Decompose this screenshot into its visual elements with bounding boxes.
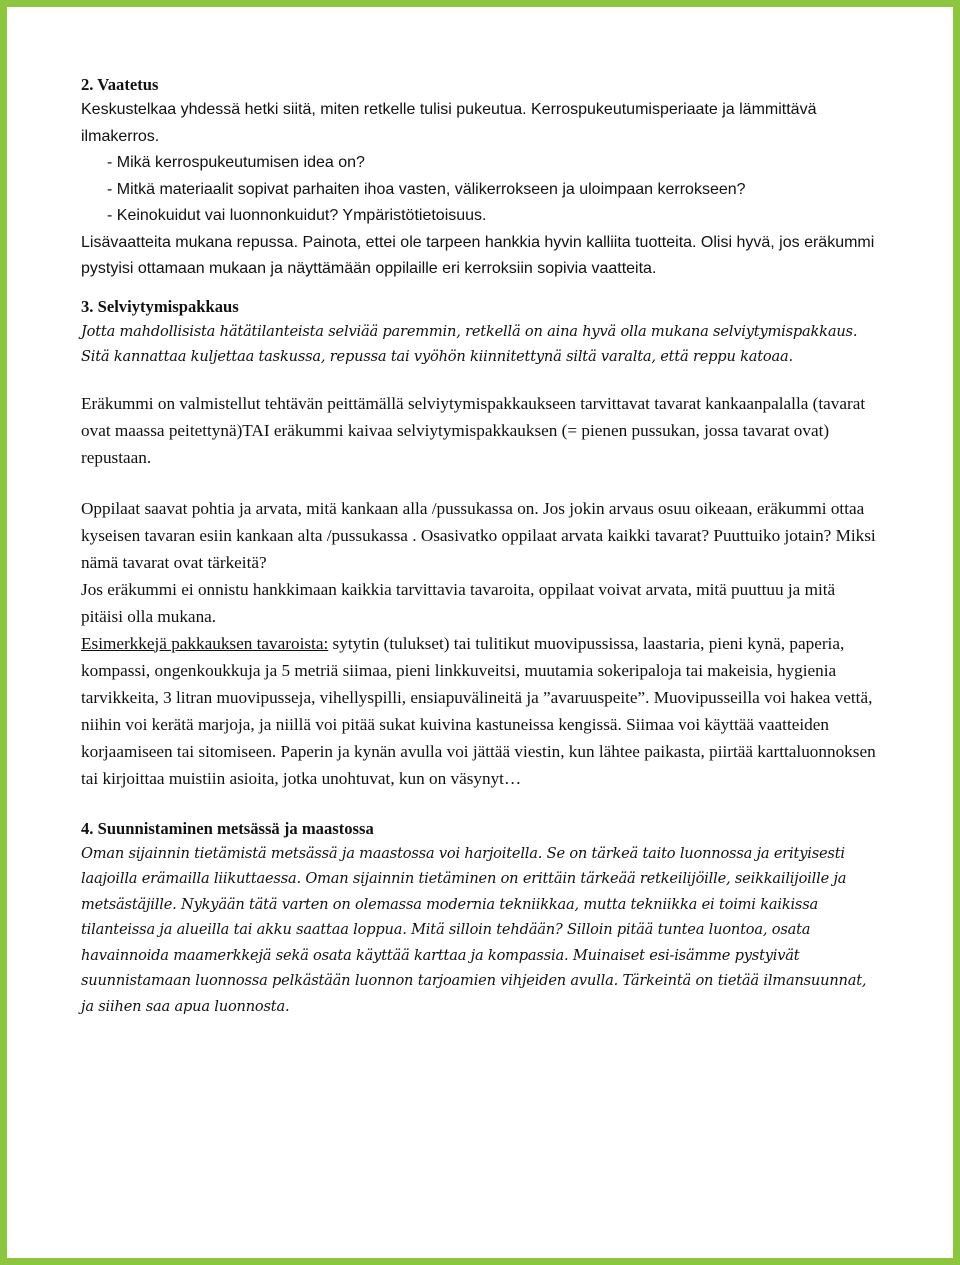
paragraph: Oppilaat saavat pohtia ja arvata, mitä kankaan alla /pussukassa on. Jos jokin arvaus osuu oikeaan, eräkummi ottaa kyseisen tavaran esiin kankaan alta /pussukassa . Osasivatko oppilaat arvata kaikki tavarat? Puuttuiko jotain? Miksi nämä tavarat ovat tärkeitä?	[81, 498, 876, 572]
list-item: - Keinokuidut vai luonnonkuidut? Ympäristötietoisuus.	[107, 207, 487, 224]
list-item: - Mikä kerrospukeutumisen idea on?	[107, 154, 365, 171]
section-vaatetus	[81, 72, 881, 283]
paragraph: Eräkummi on valmistellut tehtävän peittämällä selviytymispakkaukseen tarvittavat tavarat kankaanpalalla (tavarat ovat maassa peitettynä)TAI eräkummi kaivaa selviytymispakkauksen (= pienen pussukan, jossa tavarat ovat) repustaan.	[81, 393, 866, 467]
list-item: - Mitkä materiaalit sopivat parhaiten ihoa vasten, välikerrokseen ja uloimpaan kerrokseen?	[107, 180, 746, 198]
paragraph: Jos eräkummi ei onnistu hankkimaan kaikkia tarvittavia tavaroita, oppilaat voivat arvata, mitä puuttuu ja mitä pitäisi olla mukana.	[81, 579, 836, 626]
section-suunnistaminen	[81, 816, 881, 1020]
section-heading: 3. Selviytymispakkaus	[81, 296, 239, 316]
examples-label: Esimerkkejä pakkauksen tavaroista:	[81, 633, 329, 653]
section-selviytymispakkaus	[81, 294, 881, 792]
document-body	[81, 72, 881, 1019]
section-heading: 4. Suunnistaminen metsässä ja maastossa	[81, 818, 374, 838]
examples-text: sytytin (tulukset) tai tulitikut muovipussissa, laastaria, pieni kynä, paperia, kompassi, ongenkoukkuja ja 5 metriä siimaa, pieni linkkuveitsi, muutamia sokeripaloja tai makeisia, hygienia tarvikkeita, 3 litran muovipusseja, vihellyspilli, ensiapuvälineitä ja ”avaruuspeite”. Muovipusseilla voi hakea vettä, niihin voi kerätä marjoja, ja niillä voi pitää sukat kuivina kastuneissa kengissä. Siimaa voi käyttää vaatteiden korjaamiseen tai sitomiseen. Paperin ja kynän avulla voi jättää viestin, kun lähtee paikasta, piirtää karttaluonnoksen tai kirjoittaa muistiin asioita, jotka unohtuvat, kun on väsynyt…	[81, 633, 876, 788]
examples-paragraph	[81, 630, 881, 792]
section-heading: 2. Vaatetus	[81, 75, 159, 94]
italic-paragraph: Oman sijainnin tietämistä metsässä ja maastossa voi harjoitella. Se on tärkeä taito luonnossa ja erityisesti laajoilla erämailla liikuttaessa. Oman sijainnin tietäminen on erittäin tärkeää retkeilijöille, seikkailijoille ja metsästäjille. Nykyään tätä varten on olemassa modernia tekniikkaa, mutta tekniikka ei toimi kaikissa tilanteissa ja alueilla tai akku saattaa loppua. Mitä silloin tehdään? Silloin pitää tuntea luontoa, osata havainnoida maamerkkejä sekä osata käyttää karttaa ja kompassia. Muinaiset esi-isämme pystyivät suunnistamaan luonnossa pelkästään luonnon tarjoamien vihjeiden avulla. Tärkeintä on tietää ilmansuunnat, ja siihen saa apua luonnosta.	[81, 844, 867, 1015]
paragraph: Keskustelkaa yhdessä hetki siitä, miten retkelle tulisi pukeutua. Kerrospukeutumisperiaate ja lämmittävä ilmakerros.	[81, 101, 817, 145]
paragraph: Lisävaatteita mukana repussa. Painota, ettei ole tarpeen hankkia hyvin kalliita tuotteita. Olisi hyvä, jos eräkummi pystyisi ottamaan mukaan ja näyttämään oppilaille eri kerroksiin sopivia vaatteita.	[81, 233, 875, 277]
italic-intro: Jotta mahdollisista hätätilanteista selviää paremmin, retkellä on aina hyvä olla mukana selviytymispakkaus. Sitä kannattaa kuljettaa taskussa, repussa tai vyöhön kiinnitettynä siltä varalta, että reppu katoaa.	[81, 322, 858, 365]
